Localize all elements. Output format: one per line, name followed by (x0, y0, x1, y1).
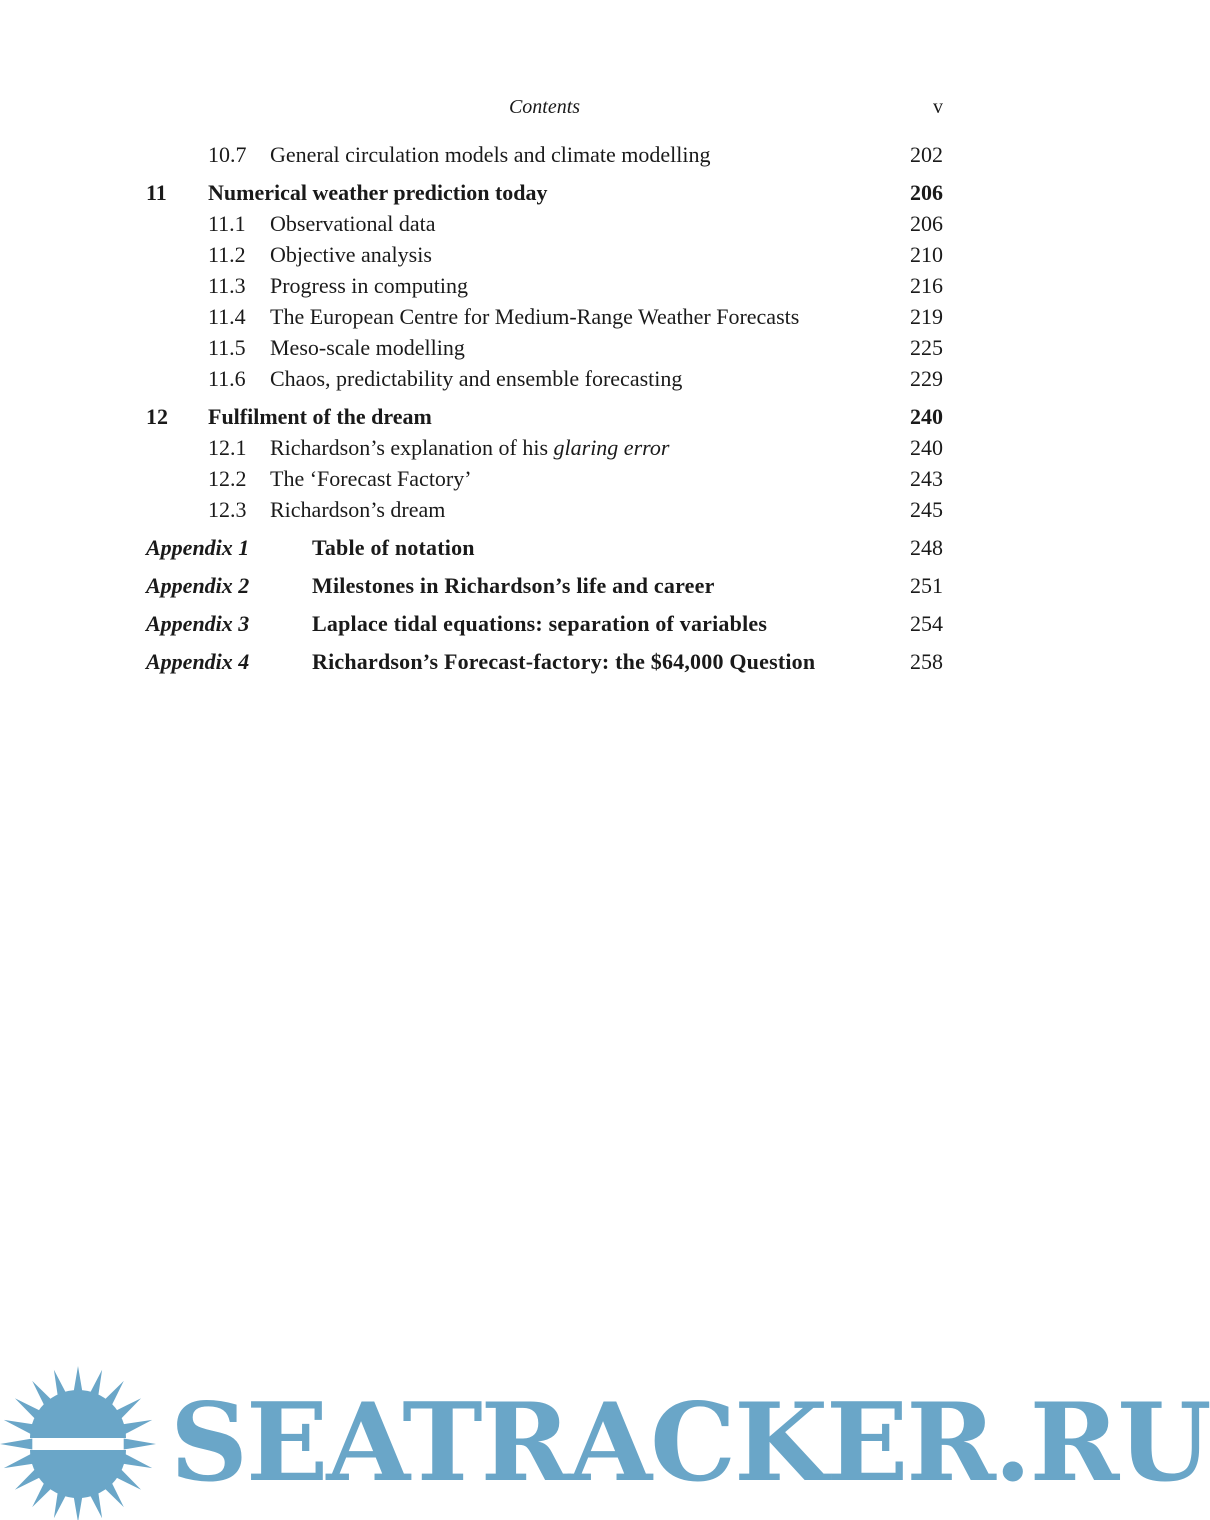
toc-number: 10.7 (208, 142, 247, 167)
toc-page-number: 202 (910, 142, 943, 167)
toc-title (270, 494, 445, 525)
toc-title (312, 608, 767, 639)
running-head (146, 96, 943, 122)
toc-title-text: General circulation models and climate modelling (270, 142, 711, 167)
toc-page-number: 258 (910, 649, 943, 674)
toc-appendix-row[interactable] (146, 608, 943, 639)
toc-section-row[interactable] (146, 363, 943, 394)
toc-number: Appendix 3 (146, 611, 250, 636)
toc-page-number: 210 (910, 242, 943, 267)
toc-title-text: The ‘Forecast Factory’ (270, 466, 472, 491)
toc-number: 11.1 (208, 211, 246, 236)
toc-title (270, 332, 465, 363)
toc-title-text: Milestones in Richardson’s life and career (312, 573, 715, 598)
toc-chapter-row[interactable] (146, 401, 943, 432)
page-number: v (933, 96, 943, 118)
toc-section-row[interactable] (146, 301, 943, 332)
toc-page-number: 225 (910, 335, 943, 360)
toc-title-text: Numerical weather prediction today (208, 180, 548, 205)
toc-number: 11.2 (208, 242, 246, 267)
toc-page-number: 229 (910, 366, 943, 391)
toc-title-text: Chaos, predictability and ensemble forecasting (270, 366, 683, 391)
toc-title (312, 532, 475, 563)
toc-page-number: 248 (910, 535, 943, 560)
toc-section-row[interactable] (146, 432, 943, 463)
toc-section-row[interactable] (146, 332, 943, 363)
toc-section-row[interactable] (146, 208, 943, 239)
toc-title (312, 646, 815, 677)
toc-number: 12.1 (208, 435, 247, 460)
toc-page-number: 243 (910, 466, 943, 491)
toc-title-text: Meso-scale modelling (270, 335, 465, 360)
toc-title (208, 401, 432, 432)
toc-page-number: 251 (910, 573, 943, 598)
toc-title-emphasis: glaring error (553, 435, 670, 460)
toc-number: 12 (146, 404, 168, 429)
toc-number: 11.5 (208, 335, 246, 360)
toc-page-number: 216 (910, 273, 943, 298)
toc-title-text: Richardson’s Forecast-factory: the $64,000 Question (312, 649, 816, 674)
toc-page-number: 254 (910, 611, 943, 636)
toc-title-text: Laplace tidal equations: separation of variables (312, 611, 768, 636)
toc-title-text: The European Centre for Medium-Range Weather Forecasts (270, 304, 800, 329)
toc-title (270, 208, 436, 239)
toc-number: Appendix 1 (146, 535, 250, 560)
toc-section-row[interactable] (146, 494, 943, 525)
toc-title (270, 239, 432, 270)
toc-page-number: 245 (910, 497, 943, 522)
toc-title (270, 363, 682, 394)
toc-title-text: Richardson’s dream (270, 497, 446, 522)
toc-title-text: Fulfilment of the dream (208, 404, 432, 429)
toc-title (312, 570, 715, 601)
toc-number: 11.6 (208, 366, 246, 391)
toc-appendix-row[interactable] (146, 570, 943, 601)
toc-appendix-row[interactable] (146, 646, 943, 677)
toc-section-row[interactable] (146, 239, 943, 270)
toc-title-text: Objective analysis (270, 242, 432, 267)
toc-title-text: Observational data (270, 211, 436, 236)
toc-title (270, 270, 468, 301)
toc-number: 11.3 (208, 273, 246, 298)
toc-title (270, 139, 710, 170)
toc-number: 11 (146, 180, 167, 205)
sun-ray (0, 1439, 32, 1450)
toc-section-row[interactable] (146, 270, 943, 301)
toc-title-text: Richardson’s explanation of his (270, 435, 554, 460)
running-head-title: Contents (508, 96, 581, 118)
toc-title-text: Progress in computing (270, 273, 468, 298)
toc-title (270, 432, 669, 463)
sun-ray (124, 1439, 156, 1450)
toc-page-number: 240 (910, 435, 943, 460)
toc-appendix-row[interactable] (146, 532, 943, 563)
toc-page-number: 206 (910, 180, 943, 205)
table-of-contents (146, 139, 943, 677)
toc-number: Appendix 2 (146, 573, 250, 598)
toc-number: 11.4 (208, 304, 246, 329)
toc-page-number: 240 (910, 404, 943, 429)
toc-section-row[interactable] (146, 139, 943, 170)
toc-page-number: 219 (910, 304, 943, 329)
toc-title-text: Table of notation (312, 535, 475, 560)
toc-number: 12.2 (208, 466, 247, 491)
toc-title (208, 177, 548, 208)
toc-title (270, 463, 472, 494)
watermark-text: SEATRACKER.RU (170, 1380, 1210, 1506)
toc-section-row[interactable] (146, 463, 943, 494)
toc-number: Appendix 4 (146, 649, 250, 674)
toc-chapter-row[interactable] (146, 177, 943, 208)
toc-page-number: 206 (910, 211, 943, 236)
sun-icon (0, 1360, 170, 1520)
toc-number: 12.3 (208, 497, 247, 522)
toc-title (270, 301, 799, 332)
